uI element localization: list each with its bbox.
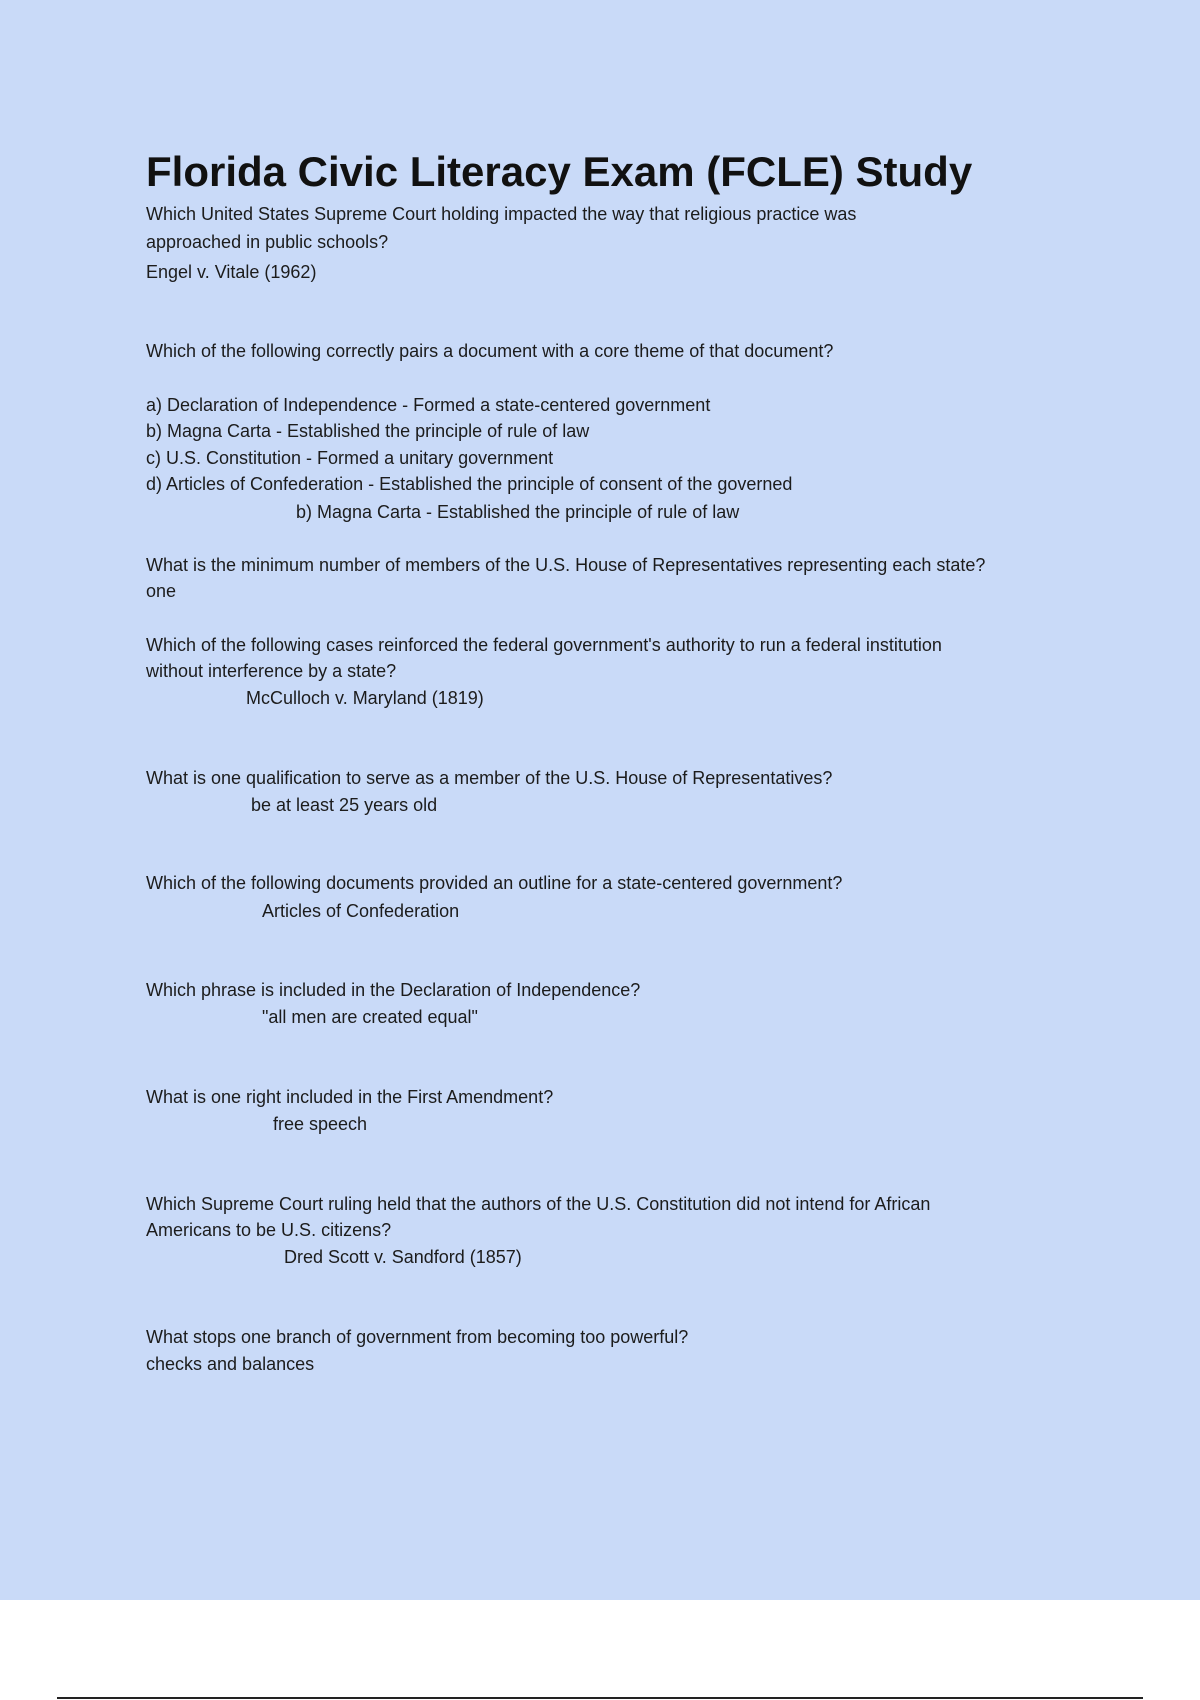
question-2-option-b: b) Magna Carta - Established the principle of rule of law bbox=[146, 421, 590, 441]
question-6: Which of the following documents provided an outline for a state-centered government? bbox=[146, 873, 843, 893]
question-2: Which of the following correctly pairs a document with a core theme of that document? bbox=[146, 341, 834, 361]
answer-10: checks and balances bbox=[146, 1354, 315, 1374]
question-9-line-2: Americans to be U.S. citizens? bbox=[146, 1220, 392, 1240]
question-4-line-1: Which of the following cases reinforced the federal government's authority to run a federal institution bbox=[146, 635, 942, 655]
answer-4: McCulloch v. Maryland (1819) bbox=[246, 688, 484, 708]
answer-1: Engel v. Vitale (1962) bbox=[146, 262, 317, 282]
question-2-option-a: a) Declaration of Independence - Formed a state-centered government bbox=[146, 395, 711, 415]
answer-2: b) Magna Carta - Established the principle of rule of law bbox=[296, 502, 740, 522]
question-2-option-d: d) Articles of Confederation - Established the principle of consent of the governed bbox=[146, 474, 793, 494]
answer-7: "all men are created equal" bbox=[262, 1007, 478, 1027]
answer-8: free speech bbox=[273, 1114, 368, 1134]
answer-6: Articles of Confederation bbox=[262, 901, 460, 921]
answer-5: be at least 25 years old bbox=[251, 795, 438, 815]
question-1-line-1: Which United States Supreme Court holding impacted the way that religious practice was bbox=[146, 204, 857, 224]
question-4-line-2: without interference by a state? bbox=[146, 661, 397, 681]
question-8: What is one right included in the First Amendment? bbox=[146, 1087, 554, 1107]
question-3: What is the minimum number of members of the U.S. House of Representatives representing each state? bbox=[146, 555, 986, 575]
question-1-line-2: approached in public schools? bbox=[146, 232, 389, 252]
question-5: What is one qualification to serve as a member of the U.S. House of Representatives? bbox=[146, 768, 833, 788]
question-7: Which phrase is included in the Declaration of Independence? bbox=[146, 980, 641, 1000]
document-title: Florida Civic Literacy Exam (FCLE) Study bbox=[146, 148, 973, 195]
question-9-line-1: Which Supreme Court ruling held that the authors of the U.S. Constitution did not intend for African bbox=[146, 1194, 931, 1214]
question-10: What stops one branch of government from becoming too powerful? bbox=[146, 1327, 689, 1347]
question-2-option-c: c) U.S. Constitution - Formed a unitary government bbox=[146, 448, 554, 468]
answer-3: one bbox=[146, 581, 177, 601]
footer-divider bbox=[57, 1697, 1143, 1699]
answer-9: Dred Scott v. Sandford (1857) bbox=[284, 1247, 522, 1267]
